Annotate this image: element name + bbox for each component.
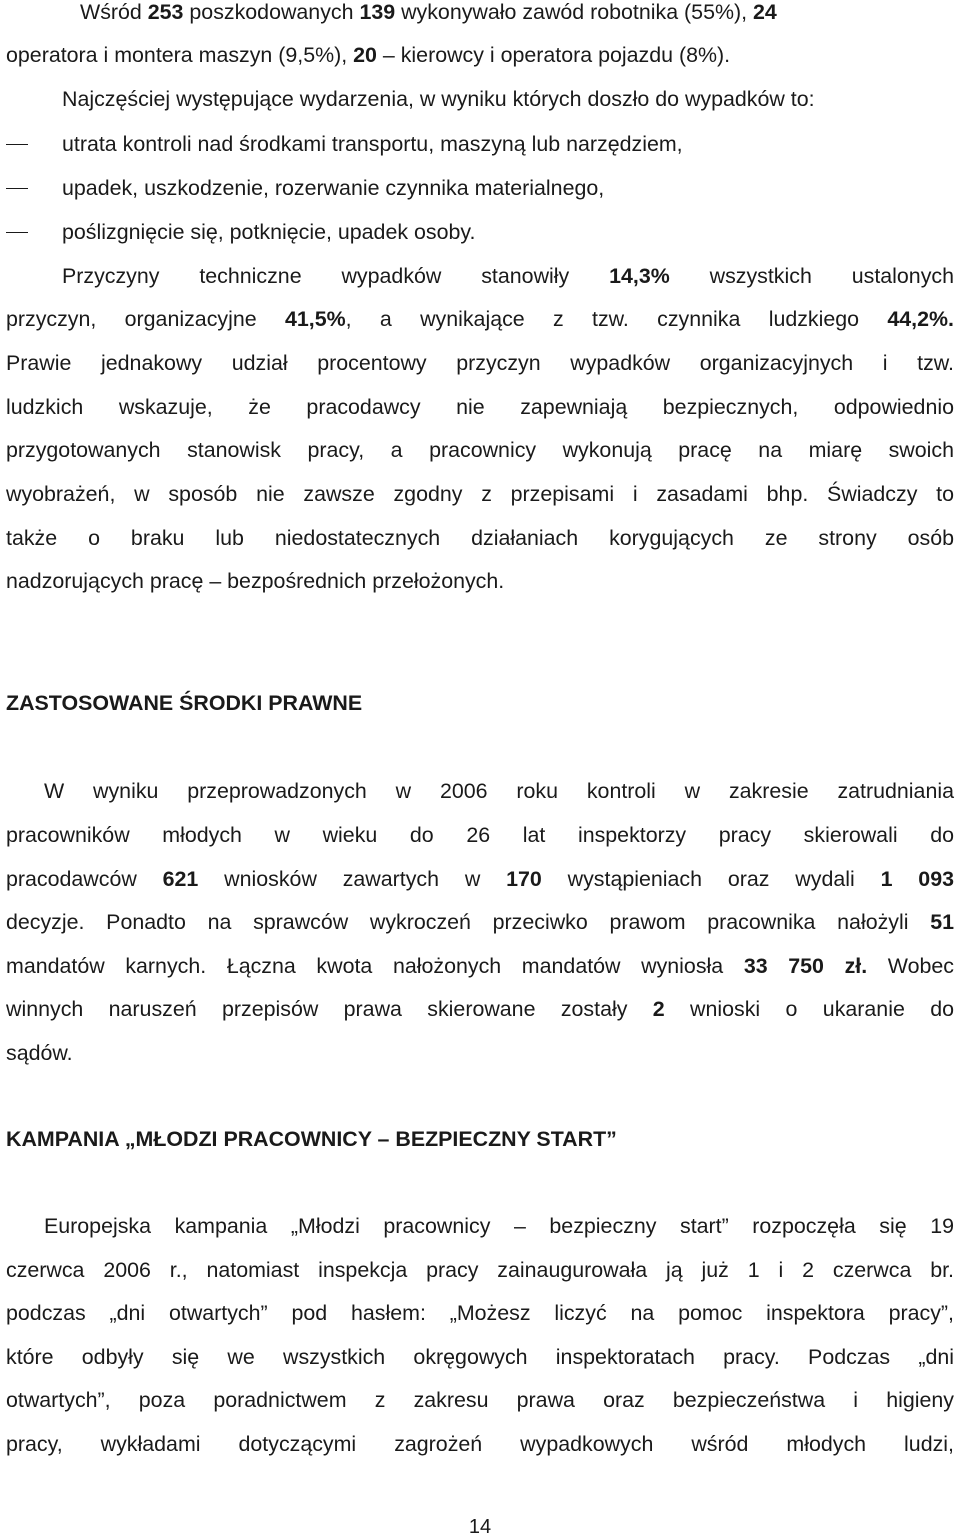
bold-number: 139 (359, 0, 396, 24)
bold-number: 33 750 zł. (743, 954, 868, 978)
text-span: Wobec (867, 954, 954, 978)
text-span: Przyczyny techniczne wypadków stanowiły (62, 264, 610, 288)
list-item: utrata kontroli nad środkami transportu, maszyną lub narzędziem, (62, 132, 683, 156)
paragraph-2-line-3: Prawie jednakowy udział procentowy przyczyn wypadków organizacyjnych i tzw. (6, 351, 954, 375)
text-span: wystąpieniach oraz wydali (541, 867, 881, 891)
page-number: 14 (468, 1516, 492, 1538)
bold-number: 253 (147, 0, 184, 24)
text-span: wykonywało zawód robotnika (55%), (395, 0, 754, 24)
paragraph-1-line-2 (6, 41, 954, 69)
text-span: poszkodowanych (183, 0, 360, 24)
text-span: operatora i montera maszyn (9,5%), (6, 43, 354, 67)
bold-number: 24 (753, 0, 777, 24)
bold-number: 1 093 (880, 867, 954, 891)
bold-number: 20 (353, 43, 377, 67)
text-span: Wśród (80, 0, 148, 24)
text-span: mandatów karnych. Łączna kwota nałożonych mandatów wyniosła (6, 954, 744, 978)
text-span: pracodawców (6, 867, 163, 891)
text-span: – kierowcy i operatora pojazdu (8%). (376, 43, 731, 67)
bold-number: 621 (162, 867, 199, 891)
text-span: , a wynikające z tzw. czynnika ludzkiego (345, 307, 888, 331)
paragraph-3-line-2: pracowników młodych w wieku do 26 lat inspektorzy pracy skierowali do (6, 823, 954, 847)
paragraph-3-line-4 (6, 908, 954, 936)
text-span: przyczyn, organizacyjne (6, 307, 285, 331)
paragraph-4-line-4: które odbyły się we wszystkich okręgowych inspektoratach pracy. Podczas „dni (6, 1345, 954, 1369)
paragraph-4-line-3: podczas „dni otwartych” pod hasłem: „Możesz liczyć na pomoc inspektora pracy”, (6, 1301, 954, 1325)
list-item: upadek, uszkodzenie, rozerwanie czynnika materialnego, (62, 176, 605, 200)
paragraph-2-line-6: wyobrażeń, w sposób nie zawsze zgodny z przepisami i zasadami bhp. Świadczy to (6, 482, 954, 506)
text-span: wszystkich ustalonych (669, 264, 954, 288)
paragraph-3-line-7: sądów. (6, 1041, 73, 1065)
paragraph-2-line-2 (6, 305, 954, 333)
paragraph-3-line-1: W wyniku przeprowadzonych w 2006 roku kontroli w zakresie zatrudniania (44, 779, 954, 803)
bold-number: 41,5% (284, 307, 346, 331)
paragraph-2-line-8: nadzorujących pracę – bezpośrednich przełożonych. (6, 569, 505, 593)
paragraph-2-line-4: ludzkich wskazuje, że pracodawcy nie zapewniają bezpiecznych, odpowiednio (6, 395, 954, 419)
paragraph-1-line-3: Najczęściej występujące wydarzenia, w wyniku których doszło do wypadków to: (62, 87, 815, 111)
text-span: wnioski o ukaranie do (664, 997, 955, 1021)
text-span: wniosków zawartych w (198, 867, 507, 891)
paragraph-4-line-6: pracy, wykładami dotyczącymi zagrożeń wypadkowych wśród młodych ludzi, (6, 1432, 954, 1456)
bold-number: 170 (506, 867, 542, 891)
paragraph-4-line-2: czerwca 2006 r., natomiast inspekcja pracy zainaugurowała ją już 1 i 2 czerwca br. (6, 1258, 954, 1282)
paragraph-3-line-5 (6, 952, 954, 980)
bold-number: 14,3% (609, 264, 670, 288)
paragraph-2-line-1 (62, 262, 954, 290)
bold-number: 44,2% (887, 307, 949, 331)
dash-bullet-icon (6, 232, 28, 233)
bold-number: 2 (652, 997, 665, 1021)
text-span: winnych naruszeń przepisów prawa skierowane zostały (6, 997, 653, 1021)
paragraph-4-line-1: Europejska kampania „Młodzi pracownicy – bezpieczny start” rozpoczęła się 19 (44, 1214, 954, 1238)
text-span: decyzje. Ponadto na sprawców wykroczeń przeciwko prawom pracownika nałożyli (6, 910, 931, 934)
paragraph-3-line-6 (6, 995, 954, 1023)
section-heading-campaign: KAMPANIA „MŁODZI PRACOWNICY – BEZPIECZNY START” (6, 1127, 617, 1151)
bold-number: 51 (930, 910, 954, 934)
paragraph-3-line-3 (6, 865, 954, 893)
paragraph-4-line-5: otwartych”, poza poradnictwem z zakresu prawa oraz bezpieczeństwa i higieny (6, 1388, 954, 1412)
section-heading-legal-measures: ZASTOSOWANE ŚRODKI PRAWNE (6, 691, 363, 715)
list-item: poślizgnięcie się, potknięcie, upadek osoby. (62, 220, 476, 244)
paragraph-2-line-5: przygotowanych stanowisk pracy, a pracownicy wykonują pracę na miarę swoich (6, 438, 954, 462)
text-span: . (948, 307, 954, 331)
dash-bullet-icon (6, 144, 28, 145)
paragraph-2-line-7: także o braku lub niedostatecznych działaniach korygujących ze strony osób (6, 526, 954, 550)
dash-bullet-icon (6, 188, 28, 189)
paragraph-1-line-1 (80, 0, 952, 26)
